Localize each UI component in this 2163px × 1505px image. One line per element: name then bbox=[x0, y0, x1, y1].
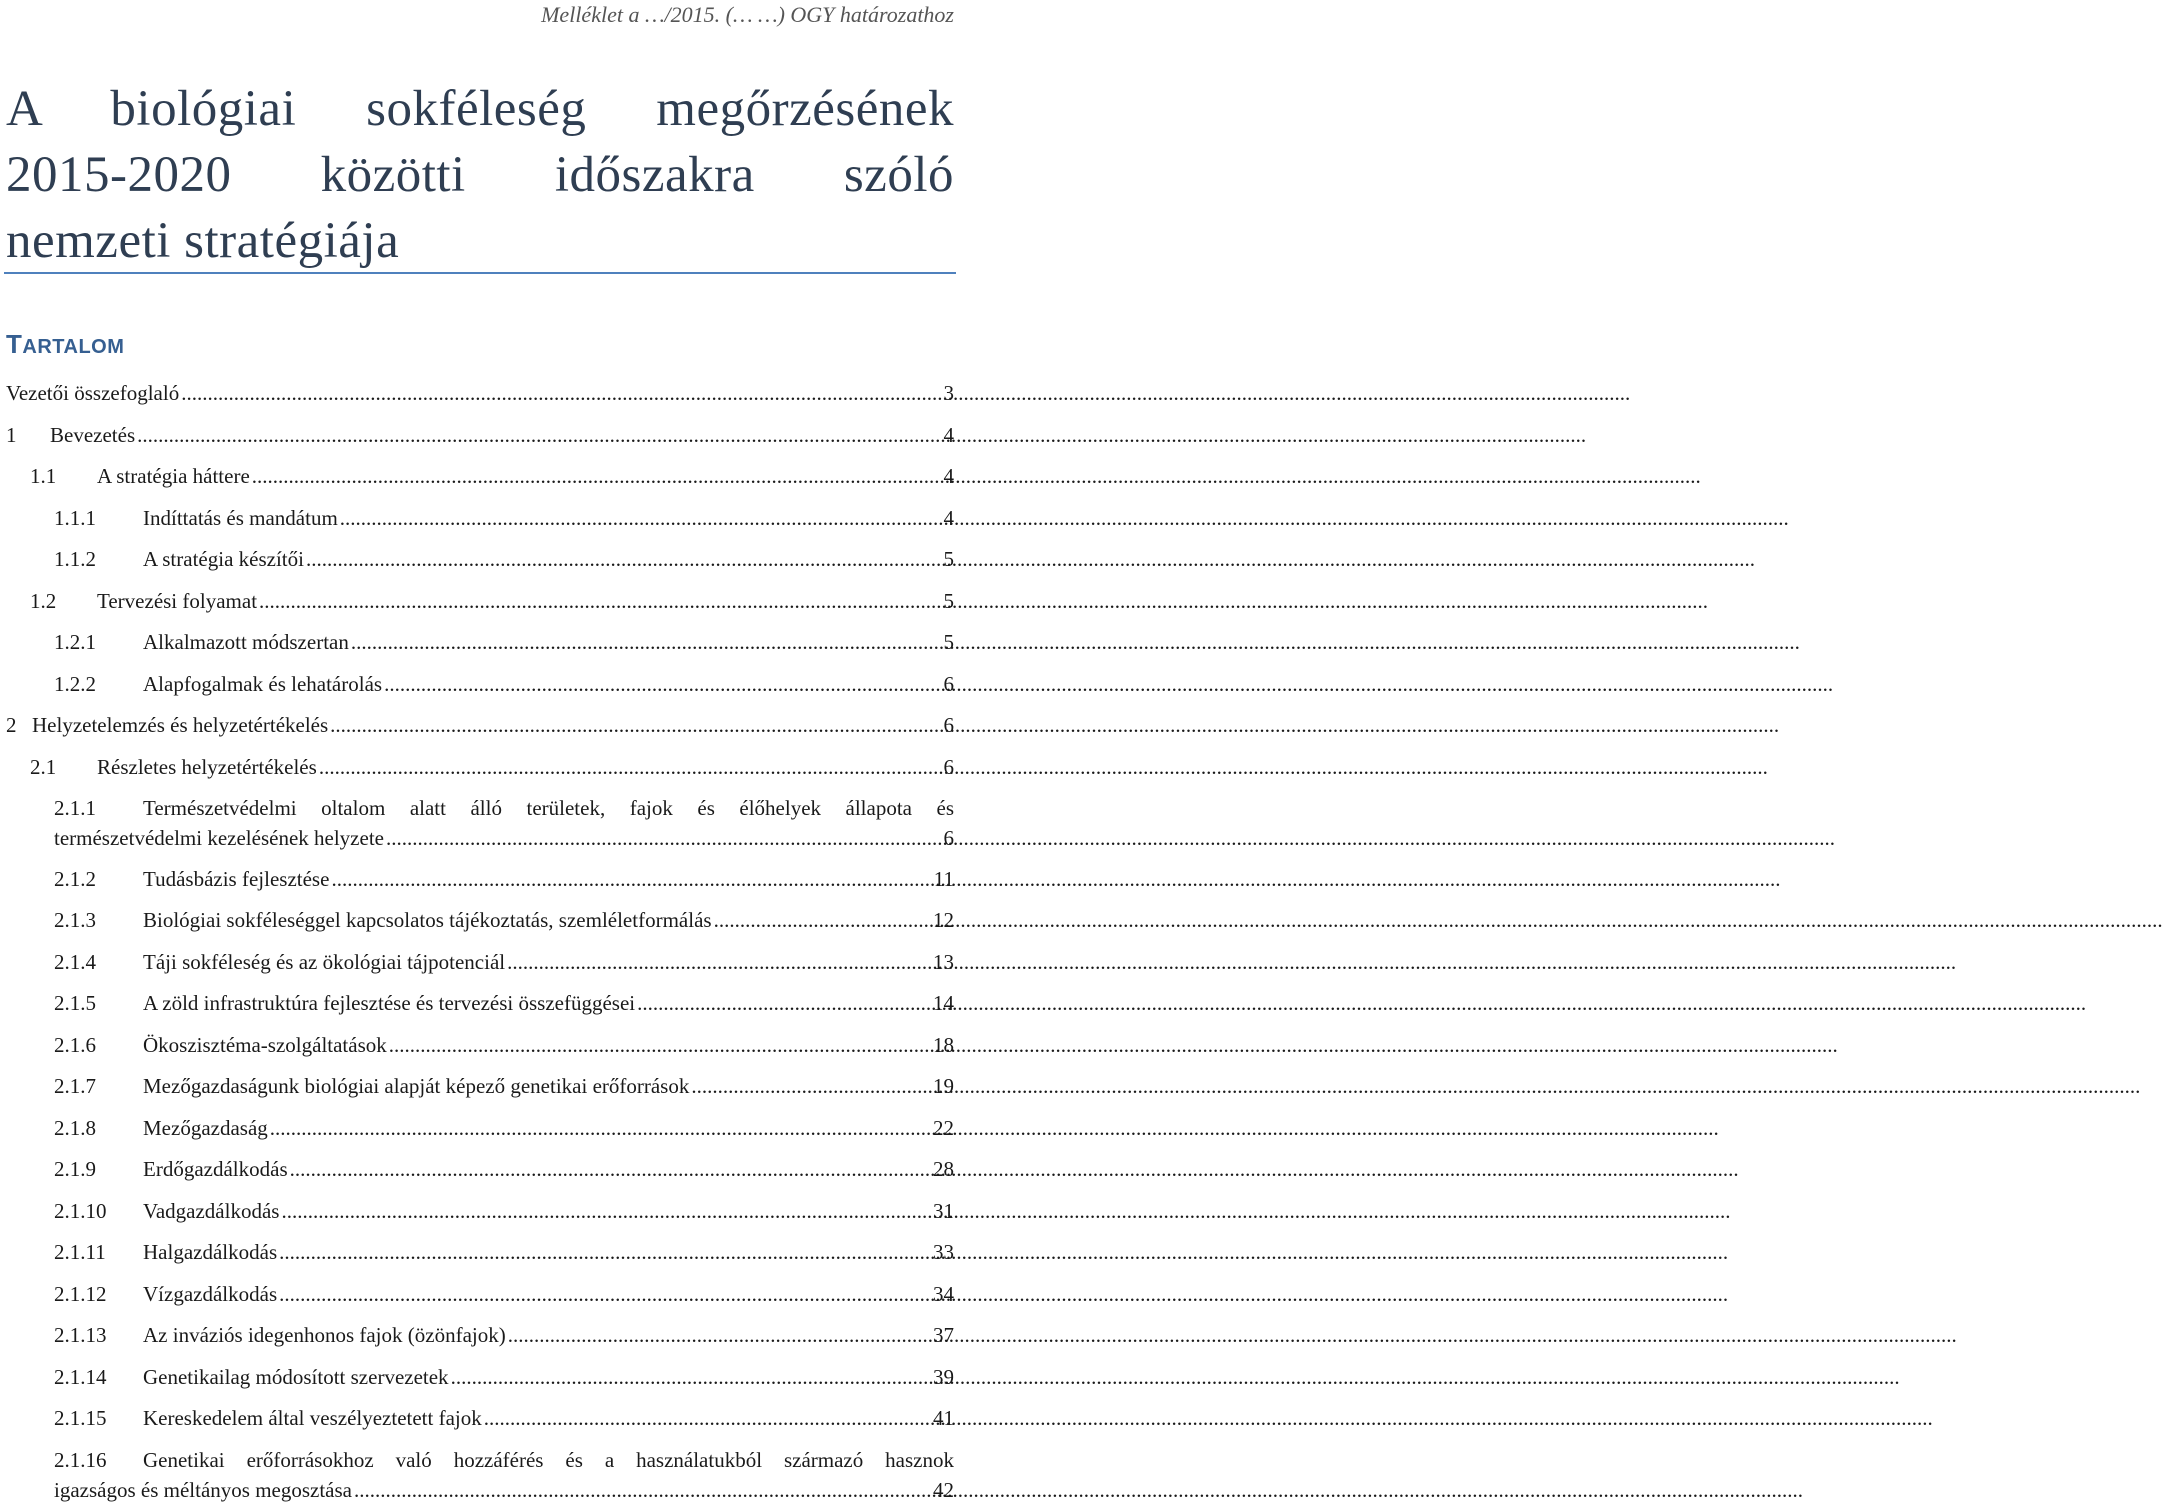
toc-entry-label: Vízgazdálkodás bbox=[143, 1282, 278, 1306]
toc-entry-label: Vadgazdálkodás bbox=[143, 1199, 280, 1223]
toc-entry-page: 4 bbox=[943, 423, 954, 447]
toc-leader-dots bbox=[508, 1320, 931, 1350]
toc-entry[interactable] bbox=[6, 947, 954, 977]
toc-entry-page: 14 bbox=[933, 991, 954, 1015]
title-line-3: nemzeti stratégiája bbox=[6, 213, 400, 269]
toc-entry-number: 2.1.4 bbox=[54, 950, 96, 974]
toc-entry-page: 4 bbox=[943, 506, 954, 530]
toc-entry-label: Ökoszisztéma-szolgáltatások bbox=[143, 1033, 387, 1057]
toc-entry-page: 18 bbox=[933, 1033, 954, 1057]
toc-entry-number: 2.1.2 bbox=[54, 867, 96, 891]
toc-entry-page: 6 bbox=[943, 826, 954, 850]
toc-entry-page: 12 bbox=[933, 908, 954, 932]
toc-entry[interactable] bbox=[6, 752, 954, 782]
toc-heading-rest: ARTALOM bbox=[22, 336, 125, 358]
toc-entry-label: Vezetői összefoglaló bbox=[6, 381, 180, 405]
toc-entry-number: 2.1.10 bbox=[54, 1199, 107, 1223]
toc-entry[interactable] bbox=[6, 1154, 954, 1184]
toc-leader-dots bbox=[290, 1154, 931, 1184]
toc-heading bbox=[6, 328, 124, 363]
toc-entry[interactable] bbox=[6, 1196, 954, 1226]
toc-entry-label: A stratégia háttere bbox=[97, 464, 250, 488]
toc-entry[interactable] bbox=[6, 1279, 954, 1309]
toc-leader-dots bbox=[306, 544, 942, 574]
toc-entry[interactable] bbox=[6, 544, 954, 574]
toc-entry-label: Alkalmazott módszertan bbox=[143, 630, 349, 654]
title-line-2: 2015-2020 közötti időszakra szóló bbox=[6, 147, 954, 203]
toc-entry-label: Tudásbázis fejlesztése bbox=[143, 867, 330, 891]
toc-entry[interactable] bbox=[6, 461, 954, 491]
toc-entry-page: 6 bbox=[943, 755, 954, 779]
toc-entry-page: 33 bbox=[933, 1240, 954, 1264]
toc-entry[interactable] bbox=[6, 669, 954, 699]
toc-entry[interactable] bbox=[6, 905, 954, 935]
toc-leader-dots bbox=[270, 1113, 931, 1143]
toc-entry-number: 2.1.3 bbox=[54, 908, 96, 932]
toc-entry[interactable] bbox=[6, 420, 954, 450]
toc-entry-label: Genetikailag módosított szervezetek bbox=[143, 1365, 449, 1389]
toc-entry-label: Helyzetelemzés és helyzetértékelés bbox=[32, 713, 329, 737]
toc-entry-number: 2 bbox=[6, 713, 17, 737]
toc-entry-number: 2.1.1 bbox=[54, 796, 96, 820]
title-line-1: A biológiai sokféleség megőrzésének bbox=[6, 81, 954, 137]
toc-entry-page: 19 bbox=[933, 1074, 954, 1098]
toc-leader-dots bbox=[386, 823, 942, 853]
toc-entry[interactable] bbox=[6, 864, 954, 894]
toc-entry-page: 11 bbox=[933, 867, 954, 891]
toc-leader-dots bbox=[259, 586, 941, 616]
toc-entry-label-continued: igazságos és méltányos megosztása bbox=[54, 1478, 352, 1502]
toc-entry-page: 39 bbox=[933, 1365, 954, 1389]
toc-entry[interactable] bbox=[6, 793, 954, 853]
toc-entry[interactable] bbox=[6, 586, 954, 616]
toc-entry-number: 2.1.5 bbox=[54, 991, 96, 1015]
toc-entry-label: A zöld infrastruktúra fejlesztése és tervezési összefüggései bbox=[143, 991, 636, 1015]
toc-entry-label: Bevezetés bbox=[50, 423, 136, 447]
toc-entry-page: 13 bbox=[933, 950, 954, 974]
toc-entry-page: 42 bbox=[933, 1478, 954, 1502]
toc-entry-page: 5 bbox=[943, 547, 954, 571]
toc-leader-dots bbox=[351, 627, 942, 657]
toc-entry-page: 4 bbox=[943, 464, 954, 488]
page-header: Melléklet a …/2015. (… …) OGY határozathoz bbox=[541, 2, 954, 27]
toc-entry-label: Részletes helyzetértékelés bbox=[97, 755, 317, 779]
toc-entry-number: 2.1.9 bbox=[54, 1157, 96, 1181]
toc-entry-number: 2.1.6 bbox=[54, 1033, 96, 1057]
toc-leader-dots bbox=[637, 988, 931, 1018]
document-title bbox=[6, 76, 954, 274]
toc-entry-label: Kereskedelem által veszélyeztetett fajok bbox=[143, 1406, 482, 1430]
toc-entry-page: 5 bbox=[943, 589, 954, 613]
toc-entry-number: 2.1.15 bbox=[54, 1406, 107, 1430]
toc-entry-page: 37 bbox=[933, 1323, 954, 1347]
toc-entry-number: 2.1.7 bbox=[54, 1074, 96, 1098]
toc-entry-number: 2.1.13 bbox=[54, 1323, 107, 1347]
toc-entry-number: 1 bbox=[6, 423, 17, 447]
toc-leader-dots bbox=[389, 1030, 931, 1060]
toc-entry[interactable] bbox=[6, 988, 954, 1018]
toc-entry-number: 1.2 bbox=[30, 589, 57, 613]
toc-entry-label: A stratégia készítői bbox=[143, 547, 304, 571]
toc-leader-dots bbox=[331, 864, 931, 894]
toc-entry-number: 1.1.1 bbox=[54, 506, 96, 530]
toc-entry[interactable] bbox=[6, 503, 954, 533]
toc-leader-dots bbox=[281, 1196, 931, 1226]
toc-entry[interactable] bbox=[6, 1113, 954, 1143]
toc-leader-dots bbox=[451, 1362, 931, 1392]
toc-entry-label: Genetikai erőforrásokhoz való hozzáférés és a használatukból származó hasznok bbox=[143, 1448, 954, 1472]
toc-entry-page: 34 bbox=[933, 1282, 954, 1306]
toc-entry-label: Mezőgazdaságunk biológiai alapját képező genetikai erőforrások bbox=[143, 1074, 690, 1098]
toc-entry-number: 2.1 bbox=[30, 755, 57, 779]
toc-leader-dots bbox=[137, 420, 941, 450]
toc-entry-label: Indíttatás és mandátum bbox=[143, 506, 338, 530]
toc-entry[interactable] bbox=[6, 1320, 954, 1350]
toc-leader-dots bbox=[714, 905, 931, 935]
toc-entry[interactable] bbox=[6, 378, 954, 408]
toc-entry-page: 22 bbox=[933, 1116, 954, 1140]
toc-entry[interactable] bbox=[6, 1445, 954, 1505]
toc-leader-dots bbox=[507, 947, 931, 977]
toc-entry-number: 1.2.2 bbox=[54, 672, 96, 696]
toc-entry-label: Természetvédelmi oltalom alatt álló területek, fajok és élőhelyek állapota és bbox=[143, 796, 954, 820]
toc-leader-dots bbox=[384, 669, 941, 699]
toc-entry-label: Erdőgazdálkodás bbox=[143, 1157, 288, 1181]
toc-entry-page: 41 bbox=[933, 1406, 954, 1430]
toc-entry[interactable] bbox=[6, 1237, 954, 1267]
toc-leader-dots bbox=[181, 378, 941, 408]
toc-entry-number: 2.1.14 bbox=[54, 1365, 107, 1389]
toc-entry[interactable] bbox=[6, 710, 954, 740]
toc-entry[interactable] bbox=[6, 627, 954, 657]
toc-entry[interactable] bbox=[6, 1403, 954, 1433]
toc-heading-initial: T bbox=[6, 329, 23, 359]
toc-entry[interactable] bbox=[6, 1362, 954, 1392]
toc-entry-label-continued: természetvédelmi kezelésének helyzete bbox=[54, 826, 384, 850]
toc-leader-dots bbox=[484, 1403, 931, 1433]
toc-entry-page: 3 bbox=[943, 381, 954, 405]
toc-entry-page: 31 bbox=[933, 1199, 954, 1223]
toc-leader-dots bbox=[279, 1279, 931, 1309]
toc-entry-label: Tervezési folyamat bbox=[97, 589, 258, 613]
toc-entry-number: 1.1 bbox=[30, 464, 57, 488]
toc-entry-label: Halgazdálkodás bbox=[143, 1240, 278, 1264]
toc-entry-label: Táji sokféleség és az ökológiai tájpotenciál bbox=[143, 950, 506, 974]
toc-entry-label: Az inváziós idegenhonos fajok (özönfajok) bbox=[143, 1323, 506, 1347]
toc-leader-dots bbox=[252, 461, 942, 491]
toc-entry-number: 2.1.11 bbox=[54, 1240, 106, 1264]
toc-entry-page: 5 bbox=[943, 630, 954, 654]
toc-leader-dots bbox=[691, 1071, 931, 1101]
toc-leader-dots bbox=[279, 1237, 931, 1267]
title-divider bbox=[4, 272, 956, 274]
toc-entry-page: 6 bbox=[943, 672, 954, 696]
toc-entry[interactable] bbox=[6, 1030, 954, 1060]
toc-leader-dots bbox=[319, 752, 942, 782]
toc-entry-number: 1.2.1 bbox=[54, 630, 96, 654]
toc-entry-number: 2.1.16 bbox=[54, 1448, 107, 1472]
toc-entry-label: Alapfogalmak és lehatárolás bbox=[143, 672, 383, 696]
toc-leader-dots bbox=[340, 503, 942, 533]
toc-entry-label: Biológiai sokféleséggel kapcsolatos tájékoztatás, szemléletformálás bbox=[143, 908, 712, 932]
toc-leader-dots bbox=[354, 1475, 931, 1505]
toc-leader-dots bbox=[330, 710, 941, 740]
toc-entry-label: Mezőgazdaság bbox=[143, 1116, 268, 1140]
toc-entry[interactable] bbox=[6, 1071, 954, 1101]
toc-entry-page: 6 bbox=[943, 713, 954, 737]
toc-entry-number: 1.1.2 bbox=[54, 547, 96, 571]
toc-entry-number: 2.1.8 bbox=[54, 1116, 96, 1140]
toc-entry-number: 2.1.12 bbox=[54, 1282, 107, 1306]
toc-entry-page: 28 bbox=[933, 1157, 954, 1181]
